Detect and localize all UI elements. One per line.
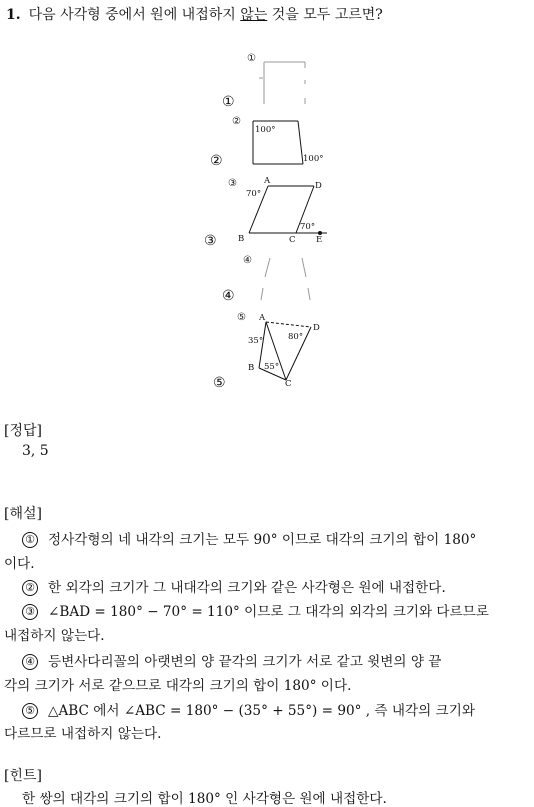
marker-1: ① (22, 532, 38, 548)
vertex-label: D (315, 181, 322, 191)
angle-label: 100° (255, 125, 276, 135)
explanation-line: 등변사다리꼴의 아랫변의 양 끝각의 크기가 서로 같고 윗변의 양 끝 (48, 654, 442, 670)
vertex-label: A (264, 176, 271, 186)
answer-value: 3, 5 (22, 443, 49, 459)
angle-label: 100° (303, 154, 324, 164)
explanation-line: 내접하지 않는다. (4, 628, 105, 644)
explanation-header: [해설] (4, 506, 42, 522)
figure-1-square (259, 62, 305, 104)
question-text-part: 것을 모두 고르면? (267, 7, 383, 23)
small-label: ② (232, 116, 241, 127)
vertex-label: B (248, 363, 255, 373)
explanation-item-1 (22, 528, 476, 548)
explanation-line: 다르므로 내접하지 않는다. (4, 726, 162, 742)
figure-4-trapezoid (261, 258, 310, 300)
small-label: ① (247, 53, 256, 64)
explanation-item-3 (22, 600, 489, 620)
vertex-label: C (285, 379, 292, 389)
option-label: ④ (222, 288, 235, 304)
option-label: ① (222, 94, 235, 110)
explanation-item-2 (22, 576, 446, 596)
vertex-label: A (259, 313, 266, 323)
small-label: ③ (228, 178, 237, 189)
hint-header: [힌트] (4, 768, 42, 784)
question-text-part: 다음 사각형 중에서 원에 내접하지 (28, 7, 241, 23)
option-label: ⑤ (213, 375, 226, 391)
angle-label: 35° (248, 336, 264, 346)
explanation-line: 한 외각의 크기가 그 내대각의 크기와 같은 사각형은 원에 내접한다. (48, 580, 446, 596)
vertex-label: E (316, 235, 323, 245)
vertex-label: B (238, 234, 245, 244)
explanation-line: ∠BAD = 180° − 70° = 110° 이므로 그 대각의 외각의 크기와 다르므로 (48, 604, 489, 620)
marker-4: ④ (22, 654, 38, 670)
question-number: 1. (6, 7, 21, 23)
angle-label: 55° (264, 362, 280, 372)
explanation-item-5 (22, 699, 475, 719)
angle-label: 80° (288, 332, 304, 342)
explanation-line: 각의 크기가 서로 같으므로 대각의 크기의 합이 180° 이다. (4, 678, 352, 694)
figure-option-labels (204, 94, 235, 391)
vertex-label: C (289, 235, 296, 245)
vertex-label: D (313, 323, 320, 333)
small-label: ⑤ (237, 312, 246, 323)
explanation-line: △ABC 에서 ∠ABC = 180° − (35° + 55°) = 90° , 즉 내각의 크기와 (48, 703, 475, 719)
answer-header: [정답] (4, 423, 42, 439)
marker-5: ⑤ (22, 703, 38, 719)
option-label: ② (210, 153, 223, 169)
angle-label: 70° (300, 222, 316, 232)
explanation-item-4 (22, 650, 441, 670)
marker-3: ③ (22, 604, 38, 620)
small-label: ④ (243, 255, 252, 266)
marker-2: ② (22, 580, 38, 596)
hint-text: 한 쌍의 대각의 크기의 합이 180° 인 사각형은 원에 내접한다. (22, 791, 387, 807)
explanation-line: 정사각형의 네 내각의 크기는 모두 90° 이므로 대각의 크기의 합이 180° (48, 532, 477, 548)
option-label: ③ (204, 233, 217, 249)
explanation-line: 이다. (4, 556, 35, 572)
underlined-word: 않는 (240, 7, 268, 23)
angle-label: 70° (246, 189, 262, 199)
